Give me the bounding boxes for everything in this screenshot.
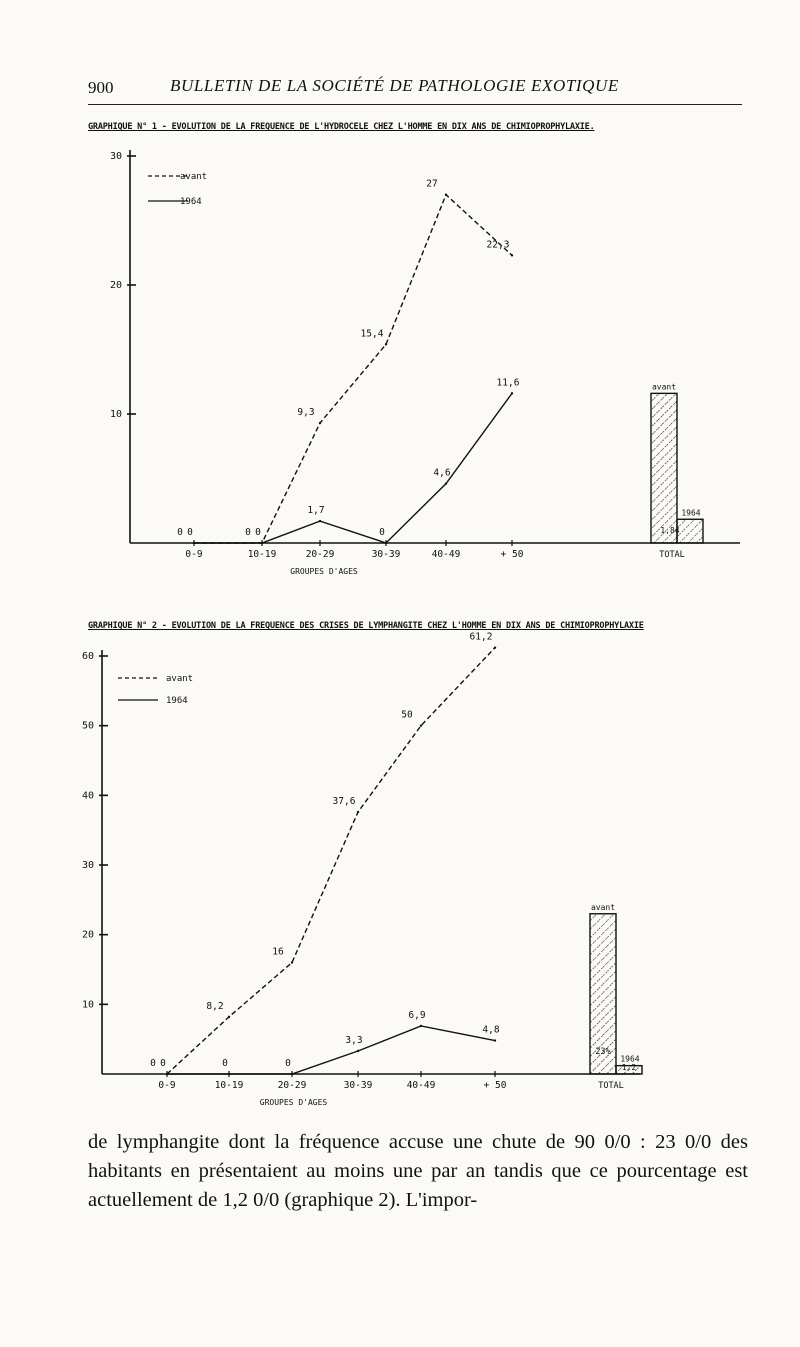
chart1-title: GRAPHIQUE N° 1 - EVOLUTION DE LA FREQUENCE DE L'HYDROCELE CHEZ L'HOMME EN DIX ANS DE CHIMIOPROPHYLAXIE.	[88, 122, 595, 132]
y-tick-label: 10	[109, 409, 122, 420]
x-tick-label: 10-19	[247, 549, 277, 560]
data-point	[385, 343, 387, 345]
data-label: 50	[401, 709, 413, 721]
x-tick-label: 0-9	[158, 1080, 176, 1091]
data-label: 16	[272, 946, 284, 958]
y-tick-label: 30	[81, 860, 94, 871]
body-text	[88, 1128, 748, 1215]
total-avant-label: avant	[651, 382, 677, 392]
total-avant-label: avant	[590, 902, 616, 912]
data-point	[261, 542, 263, 544]
x-tick-label: 30-39	[371, 549, 401, 560]
total-bar-avant	[651, 393, 680, 543]
body-paragraph: de lymphangite dont la fréquence accuse une chute de 90 0/0 : 23 0/0 des habitants en présentaient au moins une par an tandis que ce pourcentage est actuellement de 1,2 0/0 (graphique 2). L'impor-	[88, 1131, 748, 1211]
data-point	[420, 1025, 422, 1027]
y-tick-label: 10	[81, 999, 94, 1011]
data-label: 0	[160, 1058, 166, 1069]
data-label: 1,7	[307, 505, 325, 517]
data-label: 0	[150, 1058, 156, 1069]
data-label: 0	[255, 527, 261, 538]
y-tick-label: 40	[81, 790, 94, 802]
y-tick-label: 20	[109, 280, 122, 291]
y-tick-label: 60	[81, 651, 94, 662]
data-point	[494, 1039, 496, 1041]
data-point	[357, 811, 359, 813]
data-label: 0	[187, 527, 193, 538]
data-label: 61,2	[469, 631, 493, 643]
data-label: 8,2	[206, 1000, 224, 1012]
x-tick-label: 10-19	[214, 1080, 244, 1091]
data-label: 37,6	[332, 796, 356, 808]
x-tick-label: 40-49	[406, 1080, 436, 1091]
legend-avant-label: avant	[166, 674, 194, 684]
data-point	[228, 1016, 230, 1018]
data-point	[291, 1073, 293, 1075]
data-label: 22,3	[486, 239, 510, 251]
data-point	[420, 724, 422, 726]
legend-avant-label: avant	[180, 172, 208, 182]
data-label: 0	[245, 527, 251, 538]
data-point	[385, 542, 387, 544]
x-axis-label: GROUPES D'AGES	[290, 567, 358, 576]
data-label: 4,8	[482, 1024, 500, 1036]
data-label: 0	[177, 527, 183, 538]
chart1	[110, 150, 740, 576]
data-label: 9,3	[297, 407, 315, 419]
x-tick-label: 20-29	[305, 549, 335, 560]
data-point	[166, 1073, 168, 1075]
total-value-label: 1,84	[660, 526, 680, 535]
y-tick-label: 20	[81, 929, 94, 941]
data-label: 6,9	[408, 1009, 426, 1021]
data-label: 0	[379, 527, 385, 538]
chart2	[82, 632, 642, 1107]
data-point	[319, 520, 321, 522]
data-point	[291, 961, 293, 963]
data-label: 15,4	[360, 328, 384, 340]
total-label: TOTAL	[598, 1081, 624, 1091]
data-point	[445, 482, 447, 484]
data-point	[193, 542, 195, 544]
series-line-1964	[194, 393, 512, 543]
data-label: 27	[426, 178, 438, 190]
total-bar-1964	[677, 519, 703, 543]
x-tick-label: + 50	[483, 1080, 507, 1091]
legend-1964-label: 1964	[180, 197, 202, 207]
series-line-avant	[194, 195, 512, 543]
journal-title: BULLETIN DE LA SOCIÉTÉ DE PATHOLOGIE EXOTIQUE	[170, 76, 619, 95]
chart2-title: GRAPHIQUE N° 2 - EVOLUTION DE LA FREQUENCE DES CRISES DE LYMPHANGITE CHEZ L'HOMME EN DIX ANS DE CHIMIOPROPHYLAXIE	[88, 621, 644, 631]
data-label: 4,6	[433, 467, 451, 479]
data-point	[511, 392, 513, 394]
x-tick-label: 0-9	[185, 549, 203, 560]
total-1964-label: 1964	[620, 1054, 640, 1064]
data-point	[228, 1073, 230, 1075]
total-avant-value-label: 23%	[595, 1047, 611, 1057]
data-point	[319, 422, 321, 424]
page-number: 900	[88, 78, 114, 97]
data-label: 0	[285, 1058, 291, 1069]
x-tick-label: 20-29	[277, 1080, 307, 1091]
x-tick-label: 30-39	[343, 1080, 373, 1091]
data-label: 0	[222, 1058, 228, 1069]
x-tick-label: 40-49	[431, 549, 461, 560]
total-1964-value-label: 1,2	[621, 1063, 637, 1072]
data-point	[511, 254, 513, 256]
y-tick-label: 50	[81, 720, 94, 732]
total-1964-label: 1964	[681, 508, 701, 518]
data-point	[357, 1050, 359, 1052]
data-point	[494, 646, 496, 648]
data-point	[445, 194, 447, 196]
x-tick-label: + 50	[500, 549, 524, 560]
data-label: 11,6	[496, 377, 520, 389]
data-label: 3,3	[345, 1035, 363, 1047]
x-axis-label: GROUPES D'AGES	[259, 1098, 328, 1107]
series-line-1964	[167, 1026, 495, 1074]
legend-1964-label: 1964	[166, 696, 188, 706]
y-tick-label: 30	[109, 151, 122, 162]
total-label: TOTAL	[659, 550, 685, 560]
